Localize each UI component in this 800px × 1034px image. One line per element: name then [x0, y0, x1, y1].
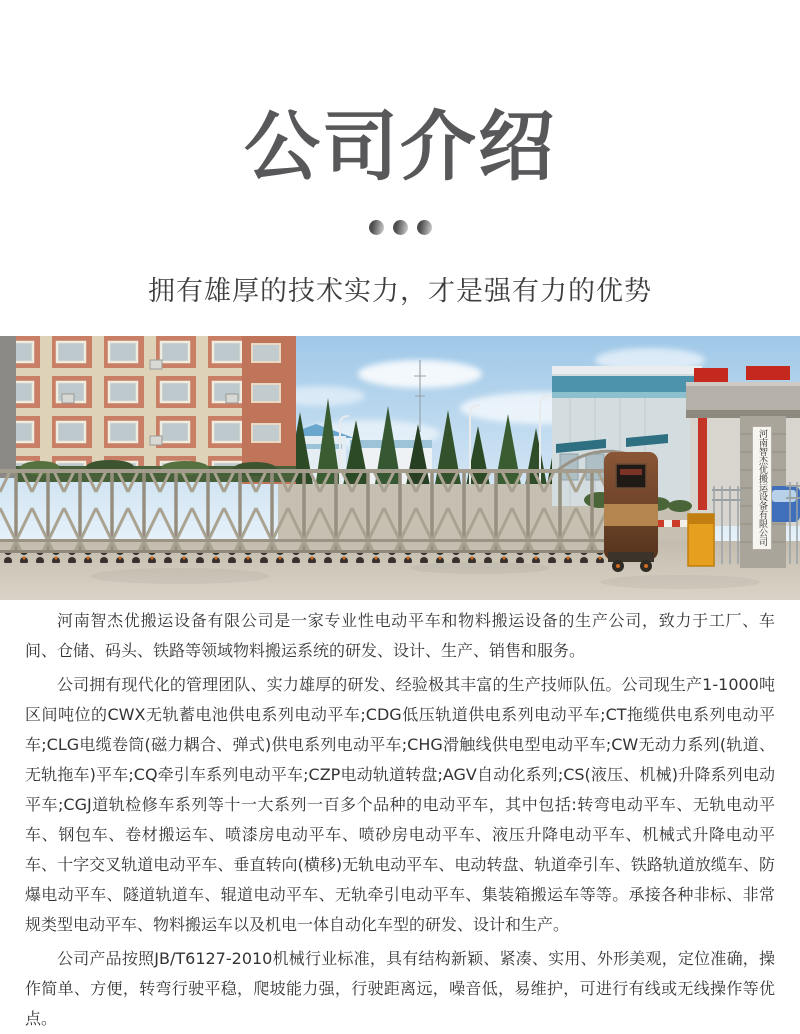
paragraph-company-overview: 河南智杰优搬运设备有限公司是一家专业性电动平车和物料搬运设备的生产公司，致力于工厂、车间、仓储、码头、铁路等领域物料搬运系统的研发、设计、生产、销售和服务。 [25, 610, 775, 660]
gate-motor-head [604, 452, 658, 572]
page-title: 公司介绍 [244, 102, 556, 191]
paragraph-product-series: 公司拥有现代化的管理团队、实力雄厚的研发、经验极其丰富的生产技师队伍。公司现生产1-1000吨区间吨位的CWX无轨蓄电池供电系列电动平车;CDG低压轨道供电系列电动平车;CT拖缆供电系列电动平车;CLG电缆卷筒(磁力耦合、弹式)供电系列电动平车;CHG滑触线供电型电动平车;CW无动力系列(轨道、无轨拖车)平车;CQ牵引车系列电动平车;CZP电动轨道转盘;AGV自动化系列;CS(液压、机械)升降系列电动平车;CGJ道轨检修车系列等十一大系列一百多个品种的电动平车，其中包括:转弯电动平车、无轨电动平车、钢包车、卷材搬运车、喷漆房电动平车、喷砂房电动平车、液压升降电动平车、机械式升降电动平车、十字交叉轨道电动平车、垂直转向(横移)无轨电动平车、电动转盘、轨道牵引车、铁路轨道放缆车、防爆电动平车、隧道轨道车、辊道电动平车、无轨牵引电动平车、集装箱搬运车等等。承接各种非标、非常规类型电动平车、物料搬运车以及机电一体自动化车型的研发、设计和生产。 [25, 674, 775, 934]
factory-scene-illustration [0, 336, 800, 600]
decorative-dots [0, 220, 800, 235]
rooftop-sign [746, 366, 790, 380]
company-gate-photo [0, 336, 800, 600]
page-subtitle: 拥有雄厚的技术实力，才是强有力的优势 [148, 275, 652, 307]
control-display [616, 464, 646, 488]
rooftop-sign [694, 368, 728, 382]
company-description [0, 600, 800, 1034]
dot-icon [369, 220, 384, 235]
dot-icon [417, 220, 432, 235]
gate-sign: 河南智杰优搬运设备有限公司 [752, 426, 772, 550]
left-office-building [0, 336, 296, 484]
car-behind-fence [768, 486, 800, 522]
paragraph-product-standards: 公司产品按照JB/T6127-2010机械行业标准，具有结构新颖、紧凑、实用、外形美观，定位准确，操作简单、方便，转弯行驶平稳，爬坡能力强，行驶距离远，噪音低，易维护，可进行有线或无线操作等优点。 [25, 948, 775, 1028]
dot-icon [393, 220, 408, 235]
